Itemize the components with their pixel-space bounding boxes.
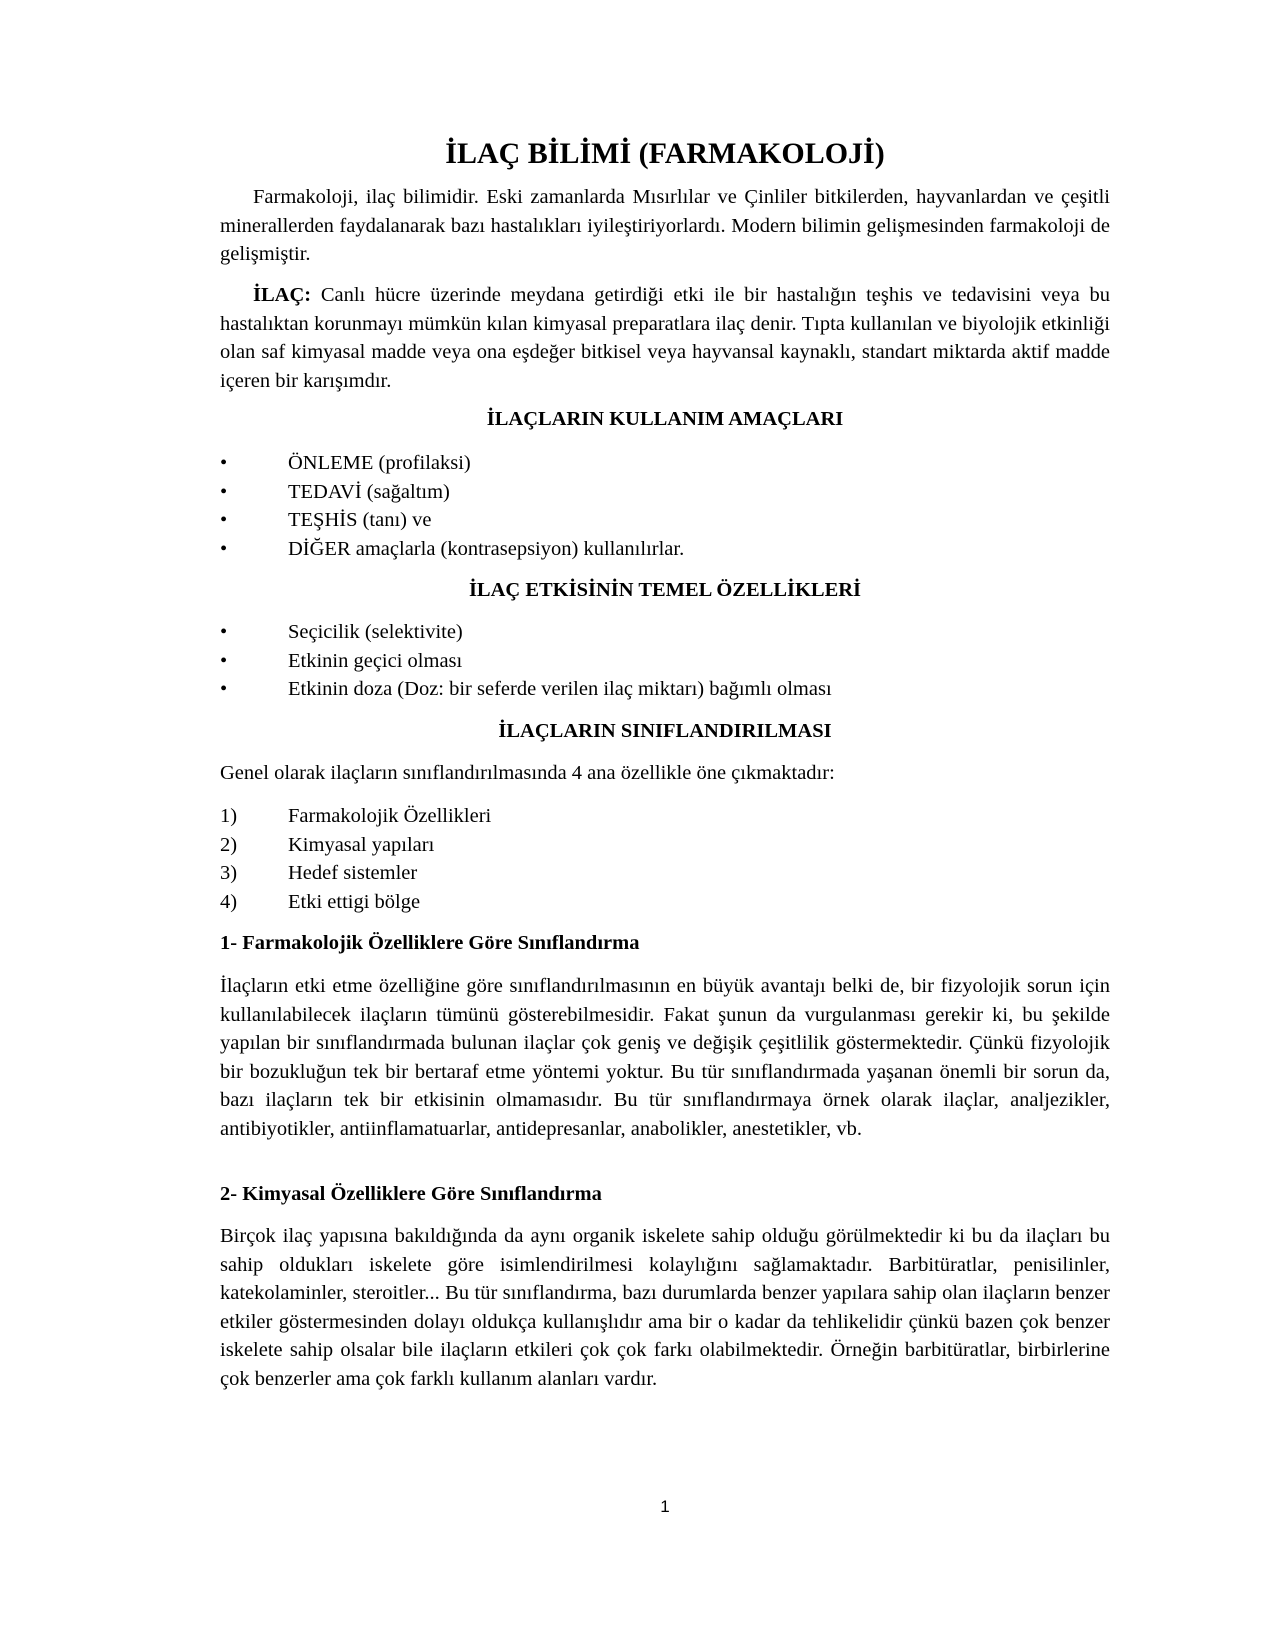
purposes-list — [220, 449, 1110, 563]
list-item — [220, 647, 1110, 676]
list-item-text: Hedef sistemler — [288, 862, 418, 885]
list-item — [220, 618, 1110, 647]
list-item-text: TEDAVİ (sağaltım) — [288, 480, 450, 503]
pharmacological-paragraph: İlaçların etki etme özelliğine göre sınıflandırılmasının en büyük avantajı belki de, bir fizyolojik sorun için kullanılabilecek ilaçların tümünü gösterebilmesidir. Fakat şunun da vurgulanması gerekir ki, bu şekilde yapılan bir sınıflandırmada bulunan ilaçlar çok geniş ve değişik çeşitlilik göstermektedir. Çünkü fizyolojik bir bozukluğun tek bir bertaraf etme yöntemi yoktur. Bu tür sınıflandırmada yaşanan önemli bir sorun da, bazı ilaçların tek bir etkisinin olmamasıdır. Bu tür sınıflandırmaya örnek olarak ilaçlar, analjezikler, antibiyotikler, antiinflamatuarlar, antidepresanlar, anabolikler, anestetikler, vb. — [220, 975, 1110, 1140]
list-item-text: Etkinin doza (Doz: bir seferde verilen ilaç miktarı) bağımlı olması — [288, 678, 832, 701]
list-item — [220, 449, 1110, 478]
bullet-marker: • — [220, 480, 228, 503]
bullet-marker: • — [220, 649, 228, 672]
chemical-heading: 2- Kimyasal Özelliklere Göre Sınıflandırma — [220, 1183, 602, 1205]
list-item — [220, 859, 1110, 888]
list-item-text: Etki ettigi bölge — [288, 890, 421, 913]
document-title: İLAÇ BİLİMİ (FARMAKOLOJİ) — [445, 137, 885, 170]
intro-paragraph: Farmakoloji, ilaç bilimidir. Eski zamanlarda Mısırlılar ve Çinliler bitkilerden, hayvanlardan ve çeşitli minerallerden faydalanarak bazı hastalıkları iyileştiriyorlardı. Modern bilimin gelişmesinden farmakoloji de gelişmiştir. — [220, 186, 1110, 266]
properties-heading: İLAÇ ETKİSİNİN TEMEL ÖZELLİKLERİ — [468, 579, 862, 601]
list-item — [220, 831, 1110, 860]
list-item — [220, 506, 1110, 535]
list-number: 2) — [220, 833, 238, 856]
list-item — [220, 888, 1110, 917]
classification-list — [220, 802, 1110, 916]
list-item-text: Kimyasal yapıları — [288, 833, 435, 856]
pharmacological-heading: 1- Farmakolojik Özelliklere Göre Sınıflandırma — [220, 932, 640, 954]
bullet-marker: • — [220, 452, 228, 474]
list-item — [220, 675, 1110, 704]
list-item-text: Seçicilik (selektivite) — [288, 621, 463, 643]
definition-paragraph — [220, 281, 1110, 395]
page-number: 1 — [660, 1497, 670, 1516]
list-item — [220, 535, 1110, 564]
properties-list — [220, 618, 1110, 704]
list-item-text: Etkinin geçici olması — [288, 649, 463, 672]
bullet-marker: • — [220, 678, 228, 701]
list-item — [220, 478, 1110, 507]
list-number: 1) — [220, 805, 238, 827]
definition-term: İLAÇ: — [253, 284, 312, 306]
bullet-marker: • — [220, 537, 228, 560]
list-item-text: ÖNLEME (profilaksi) — [288, 452, 471, 474]
purposes-heading: İLAÇLARIN KULLANIM AMAÇLARI — [486, 408, 844, 430]
list-item-text: TEŞHİS (tanı) ve — [288, 509, 432, 532]
definition-text: Canlı hücre üzerinde meydana getirdiği etki ile bir hastalığın teşhis ve tedavisini veya bu hastalıktan korunmayı mümkün kılan kimyasal preparatlara ilaç denir. Tıpta kullanılan ve biyolojik etkinliği olan saf kimyasal madde veya ona eşdeğer bitkisel veya hayvansal kaynaklı, standart miktarda aktif madde içeren bir karışımdır. — [220, 284, 1110, 392]
list-number: 3) — [220, 862, 238, 885]
list-number: 4) — [220, 890, 238, 913]
list-item-text: DİĞER amaçlarla (kontrasepsiyon) kullanılırlar. — [288, 537, 685, 560]
list-item-text: Farmakolojik Özellikleri — [288, 805, 492, 827]
classification-intro: Genel olarak ilaçların sınıflandırılmasında 4 ana özellikle öne çıkmaktadır: — [220, 762, 835, 784]
list-item — [220, 802, 1110, 831]
chemical-paragraph: Birçok ilaç yapısına bakıldığında da aynı organik iskelete sahip olduğu görülmektedir ki bu da ilaçları bu sahip oldukları iskelete göre isimlendirilmesi kolaylığını sağlamaktadır. Barbitüratlar, penisilinler, katekolaminler, steroitler... Bu tür sınıflandırma, bazı durumlarda benzer yapılara sahip olan ilaçların benzer etkiler göstermesinden dolayı oldukça kullanışlıdır ama bir o kadar da tehlikelidir çünkü bazen çok benzer iskelete sahip olsalar bile ilaçların etkileri çok çok farkı olabilmektedir. Örneğin barbitüratlar, birbirlerine çok benzerler ama çok farklı kullanım alanları vardır. — [220, 1225, 1110, 1390]
bullet-marker: • — [220, 509, 228, 532]
classification-heading: İLAÇLARIN SINIFLANDIRILMASI — [498, 720, 832, 742]
bullet-marker: • — [220, 621, 228, 643]
document-page — [220, 0, 1110, 1651]
